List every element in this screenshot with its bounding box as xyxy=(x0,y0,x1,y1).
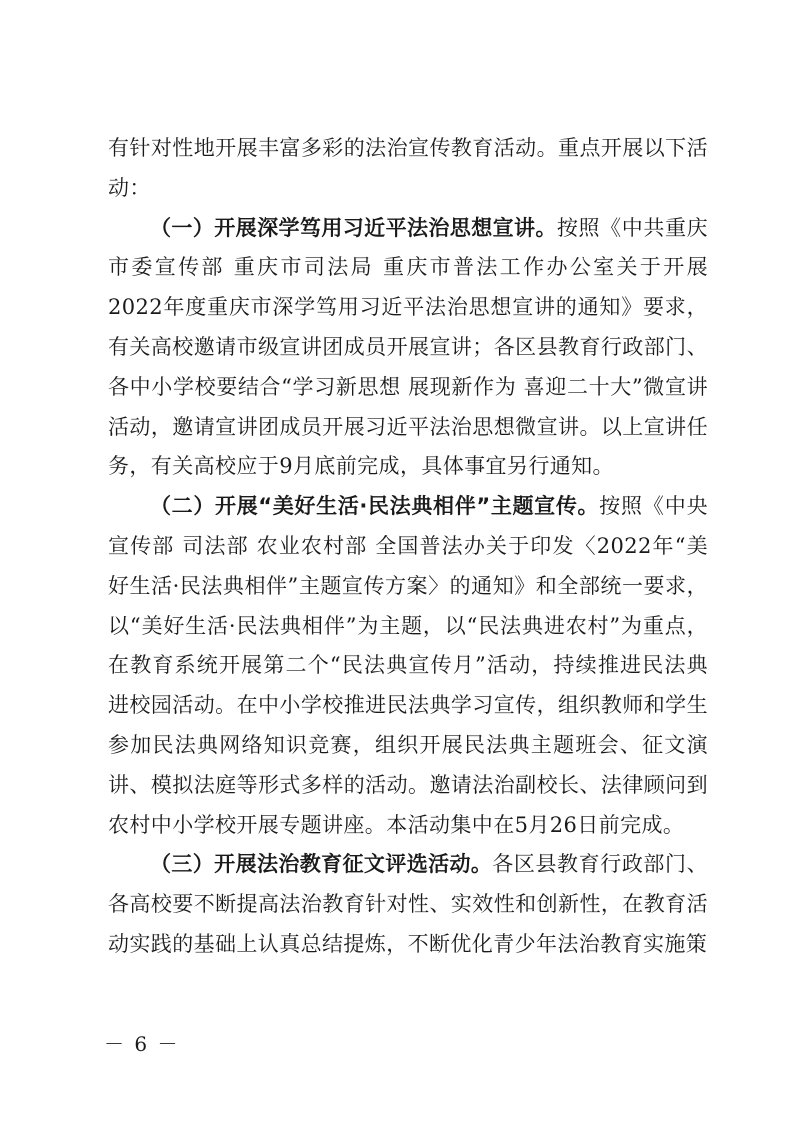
paragraph-text: 按照《中央宣传部 司法部 农业农村部 全国普法办关于印发〈2022年“美好生活·民法典相伴”主题宣传方案〉的通知》和全部统一要求，以“美好生活·民法典相伴”为主题，以“民法典进农村”为重点，在教育系统开展第二个“民法典宣传月”活动，持续推进民法典进校园活动。在中小学校推进民法典学习宣传，组织教师和学生参加民法典网络知识竞赛，组织开展民法典主题班会、征文演讲、模拟法庭等形式多样的活动。邀请法治副校长、法律顾问到农村中小学校开展专题讲座。本活动集中在5月26日前完成。 xyxy=(108,494,709,837)
paragraph-text: 各区县教育行政部门、各高校要不断提高法治教育针对性、实效性和创新性，在教育活动实践的基础上认真总结提炼，不断优化青少年法治教育实施策 xyxy=(108,852,709,956)
page-number: － 6 － xyxy=(104,1032,180,1056)
paragraph-text: 有针对性地开展丰富多彩的法治宣传教育活动。重点开展以下活动： xyxy=(108,136,708,200)
paragraph-section-2 xyxy=(108,487,708,845)
paragraph-text: 按照《中共重庆市委宣传部 重庆市司法局 重庆市普法工作办公室关于开展2022年度重庆市深学笃用习近平法治思想宣讲的通知》要求，有关高校邀请市级宣讲团成员开展宣讲；各区县教育行政部门、各中小学校要结合“学习新思想 展现新作为 喜迎二十大”微宣讲活动，邀请宣讲团成员开展习近平法治思想微宣讲。以上宣讲任务，有关高校应于9月底前完成，具体事宜另行通知。 xyxy=(108,215,708,479)
section-heading: （一）开展深学笃用习近平法治思想宣讲。 xyxy=(150,215,557,240)
section-heading: （三）开展法治教育征文评选活动。 xyxy=(150,852,493,877)
body-text xyxy=(108,129,708,965)
paragraph-intro xyxy=(108,129,708,209)
paragraph-section-1 xyxy=(108,209,708,488)
section-heading: （二）开展“美好生活·民法典相伴”主题宣传。 xyxy=(150,494,600,519)
paragraph-section-3 xyxy=(108,845,708,964)
